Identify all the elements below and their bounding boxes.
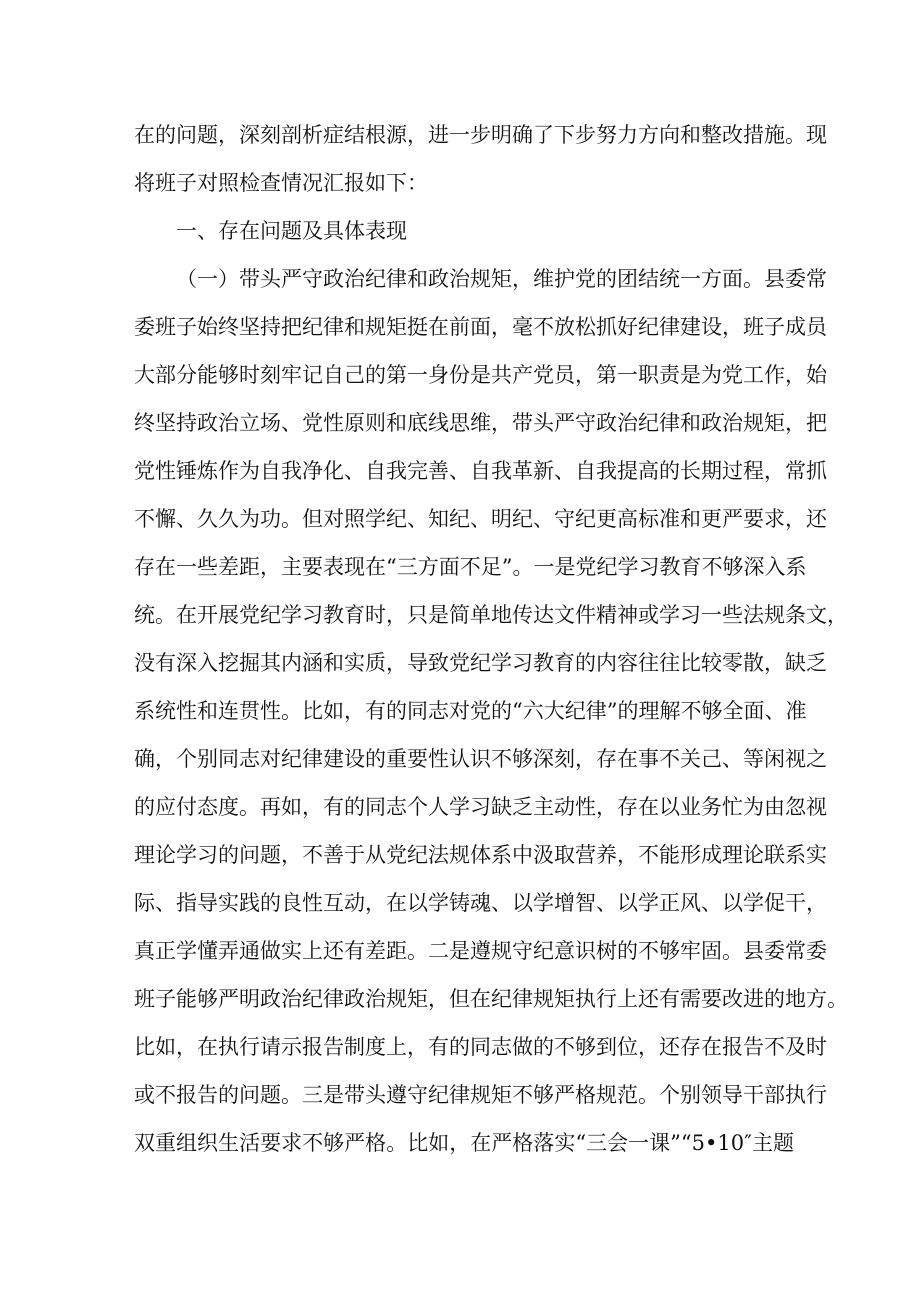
- paragraph-line-2: 委班子始终坚持把纪律和规矩挺在前面，毫不放松抓好纪律建设，班子成员: [134, 315, 827, 339]
- paragraph-line-9: 没有深入挖掘其内涵和实质，导致党纪学习教育的内容往往比较零散，缺乏: [134, 651, 827, 675]
- paragraph-line-5: 党性锤炼作为自我净化、自我完善、自我革新、自我提高的长期过程，常抓: [134, 459, 827, 483]
- paragraph-line-3: 大部分能够时刻牢记自己的第一身份是共产党员，第一职责是为党工作，始: [134, 363, 827, 387]
- paragraph-line-7: 存在一些差距，主要表现在“三方面不足”。一是党纪学习教育不够深入系: [134, 555, 807, 579]
- paragraph-line-18: 或不报告的问题。三是带头遵守纪律规矩不够严格规范。个别领导干部执行: [134, 1083, 827, 1107]
- paragraph-line-6: 不懈、久久为功。但对照学纪、知纪、明纪、守纪更高标准和更严要求，还: [134, 507, 827, 531]
- paragraph-line-14: 际、指导实践的良性互动，在以学铸魂、以学增智、以学正风、以学促干，: [134, 891, 827, 915]
- paragraph-line-19: 双重组织生活要求不够严格。比如，在严格落实“三会一课”“5•10″主题: [134, 1131, 794, 1155]
- paragraph-line-17: 比如，在执行请示报告制度上，有的同志做的不够到位，还存在报告不及时: [134, 1035, 827, 1059]
- paragraph-line-13: 理论学习的问题，不善于从党纪法规体系中汲取营养，不能形成理论联系实: [134, 843, 827, 867]
- paragraph-line-12: 的应付态度。再如，有的同志个人学习缺乏主动性，存在以业务忙为由忽视: [134, 795, 827, 819]
- paragraph-line-11: 确，个别同志对纪律建设的重要性认识不够深刻，存在事不关己、等闲视之: [134, 747, 827, 771]
- paragraph-line-4: 终坚持政治立场、党性原则和底线思维，带头严守政治纪律和政治规矩，把: [134, 411, 827, 435]
- intro-line-1: 在的问题，深刻剖析症结根源，进一步明确了下步努力方向和整改措施。现: [134, 123, 827, 147]
- paragraph-line-15: 真正学懂弄通做实上还有差距。二是遵规守纪意识树的不够牢固。县委常委: [134, 939, 827, 963]
- paragraph-line-8: 统。在开展党纪学习教育时，只是简单地传达文件精神或学习一些法规条文，: [134, 603, 848, 627]
- paragraph-line-16: 班子能够严明政治纪律政治规矩，但在纪律规矩执行上还有需要改进的地方。: [134, 987, 848, 1011]
- paragraph-line-1: （一）带头严守政治纪律和政治规矩，维护党的团结统一方面。县委常: [176, 267, 827, 291]
- paragraph-line-10: 系统性和连贯性。比如，有的同志对党的“六大纪律”的理解不够全面、准: [134, 699, 807, 723]
- section-heading: 一、存在问题及具体表现: [176, 219, 407, 243]
- intro-line-2: 将班子对照检查情况汇报如下：: [134, 171, 428, 195]
